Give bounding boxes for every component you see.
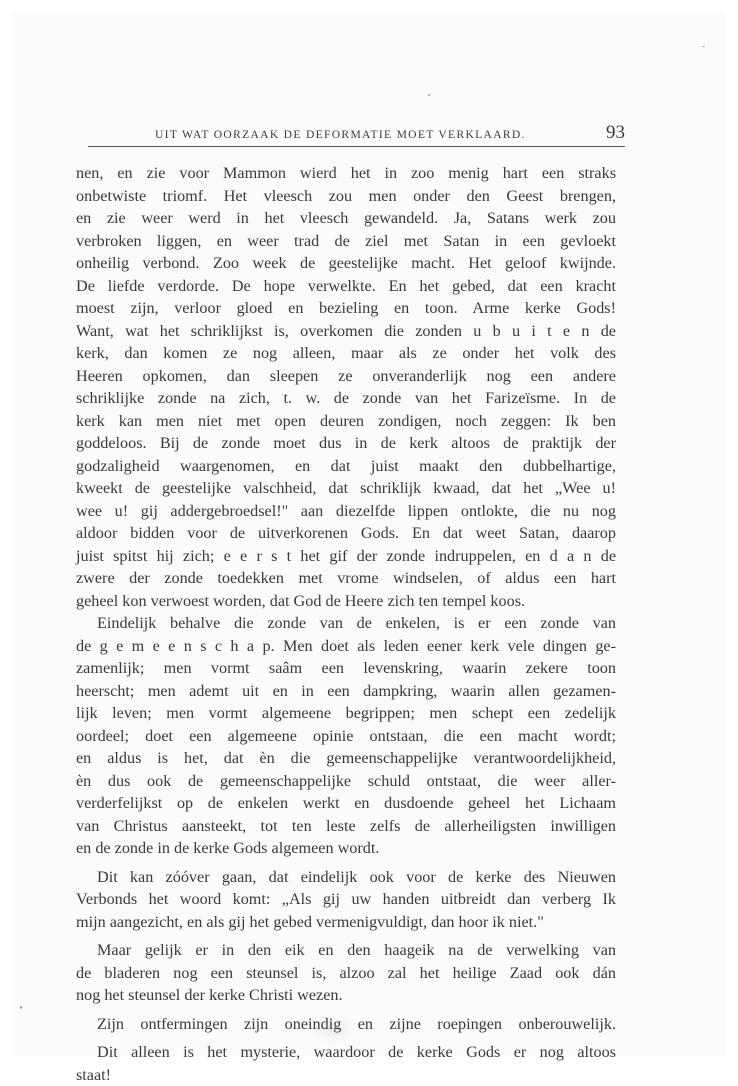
paragraph-single-line: Zijn ontfermingen zijn oneindig en zijne roepingen onberouwelijk. bbox=[76, 1013, 616, 1036]
running-head: UIT WAT OORZAAK DE DEFORMATIE MOET VERKLAARD. bbox=[155, 128, 526, 141]
text-line: zamenlijk; men vormt saâm een levenskring, waarin zekere toon bbox=[76, 657, 616, 680]
text-line: en zie weer werd in het vleesch gewandeld. Ja, Satans werk zou bbox=[76, 207, 616, 230]
page-number: 93 bbox=[606, 122, 625, 144]
text-line: zwere der zonde toedekken met vrome windselen, of aldus een hart bbox=[76, 567, 616, 590]
text-line: Want, wat het schriklijkst is, overkomen die zonden u b u i t e n de bbox=[76, 320, 616, 343]
paragraph-last-line: mijn aangezicht, en als gij het gebed vermenigvuldigt, dan hoor ik niet." bbox=[76, 911, 616, 934]
page-header bbox=[88, 118, 625, 147]
text-line: juist spitst hij zich; e e r s t het gif der zonde indruppelen, en d a n de bbox=[76, 545, 616, 568]
speck-mark bbox=[702, 46, 705, 47]
text-line: kweekt de geestelijke valschheid, dat schriklijk kwaad, dat het „Wee u! bbox=[76, 477, 616, 500]
body-text bbox=[76, 162, 616, 1086]
text-line: aldoor bidden voor de uitverkorenen Gods. En dat weet Satan, daarop bbox=[76, 522, 616, 545]
text-line: Verbonds het woord komt: „Als gij uw handen uitbreidt dan verberg Ik bbox=[76, 888, 616, 911]
text-line: kerk, dan komen ze nog alleen, maar als ze onder het volk des bbox=[76, 342, 616, 365]
speck-mark bbox=[20, 1006, 22, 1009]
text-line: van Christus aansteekt, tot ten leste zelfs de allerheiligsten inwilligen bbox=[76, 815, 616, 838]
text-line: Heeren opkomen, dan sleepen ze onveranderlijk nog een andere bbox=[76, 365, 616, 388]
text-line: verbroken liggen, en weer trad de ziel met Satan in een gevloekt bbox=[76, 230, 616, 253]
paragraph-first-line: Dit kan zóóver gaan, dat eindelijk ook voor de kerke des Nieuwen bbox=[76, 866, 616, 889]
text-line: schriklijke zonde na zich, t. w. de zonde van het Farizeïsme. In de bbox=[76, 387, 616, 410]
scanned-page bbox=[12, 12, 726, 1056]
paragraph-first-line: Dit alleen is het mysterie, waardoor de kerke Gods er nog altoos bbox=[76, 1041, 616, 1064]
text-line: goddeloos. Bij de zonde moet dus in de kerk altoos de praktijk der bbox=[76, 432, 616, 455]
text-line: wee u! gij addergebroedsel!" aan diezelfde lippen ontlokte, die nu nog bbox=[76, 500, 616, 523]
paragraph-first-line: Eindelijk behalve die zonde van de enkelen, is er een zonde van bbox=[76, 612, 616, 635]
text-line: onheilig verbond. Zoo week de geestelijke macht. Het geloof kwijnde. bbox=[76, 252, 616, 275]
paragraph-last-line: en de zonde in de kerke Gods algemeen wordt. bbox=[76, 837, 616, 860]
paragraph-last-line: staat! bbox=[76, 1064, 616, 1086]
paragraph-last-line: geheel kon verwoest worden, dat God de Heere zich ten tempel koos. bbox=[76, 590, 616, 613]
text-line: de g e m e e n s c h a p. Men doet als leden eener kerk vele dingen ge- bbox=[76, 635, 616, 658]
text-line: nen, en zie voor Mammon wierd het in zoo menig hart een straks bbox=[76, 162, 616, 185]
paragraph-last-line: nog het steunsel der kerke Christi wezen. bbox=[76, 984, 616, 1007]
text-line: de bladeren nog een steunsel is, alzoo zal het heilige Zaad ook dán bbox=[76, 962, 616, 985]
text-line: verderfelijkst op de enkelen werkt en dusdoende geheel het Lichaam bbox=[76, 792, 616, 815]
text-line: godzaligheid waargenomen, en dat juist maakt den dubbelhartige, bbox=[76, 455, 616, 478]
text-line: oordeel; doet een algemeene opinie ontstaan, die een macht wordt; bbox=[76, 725, 616, 748]
text-line: moest zijn, verloor gloed en bezieling en toon. Arme kerke Gods! bbox=[76, 297, 616, 320]
text-line: lijk leven; men vormt algemeene begrippen; men schept een zedelijk bbox=[76, 702, 616, 725]
speck-mark bbox=[428, 94, 430, 96]
text-line: onbetwiste triomf. Het vleesch zou men onder den Geest brengen, bbox=[76, 185, 616, 208]
paragraph-first-line: Maar gelijk er in den eik en den haageik na de verwelking van bbox=[76, 939, 616, 962]
text-line: heerscht; men ademt uit en in een dampkring, waarin allen gezamen- bbox=[76, 680, 616, 703]
text-line: èn dus ook de gemeenschappelijke schuld ontstaat, die weer aller- bbox=[76, 770, 616, 793]
text-line: en aldus is het, dat èn die gemeenschappelijke verantwoordelijkheid, bbox=[76, 747, 616, 770]
text-line: kerk kan men niet met open deuren zondigen, noch zeggen: Ik ben bbox=[76, 410, 616, 433]
text-line: De liefde verdorde. De hope verwelkte. En het gebed, dat een kracht bbox=[76, 275, 616, 298]
